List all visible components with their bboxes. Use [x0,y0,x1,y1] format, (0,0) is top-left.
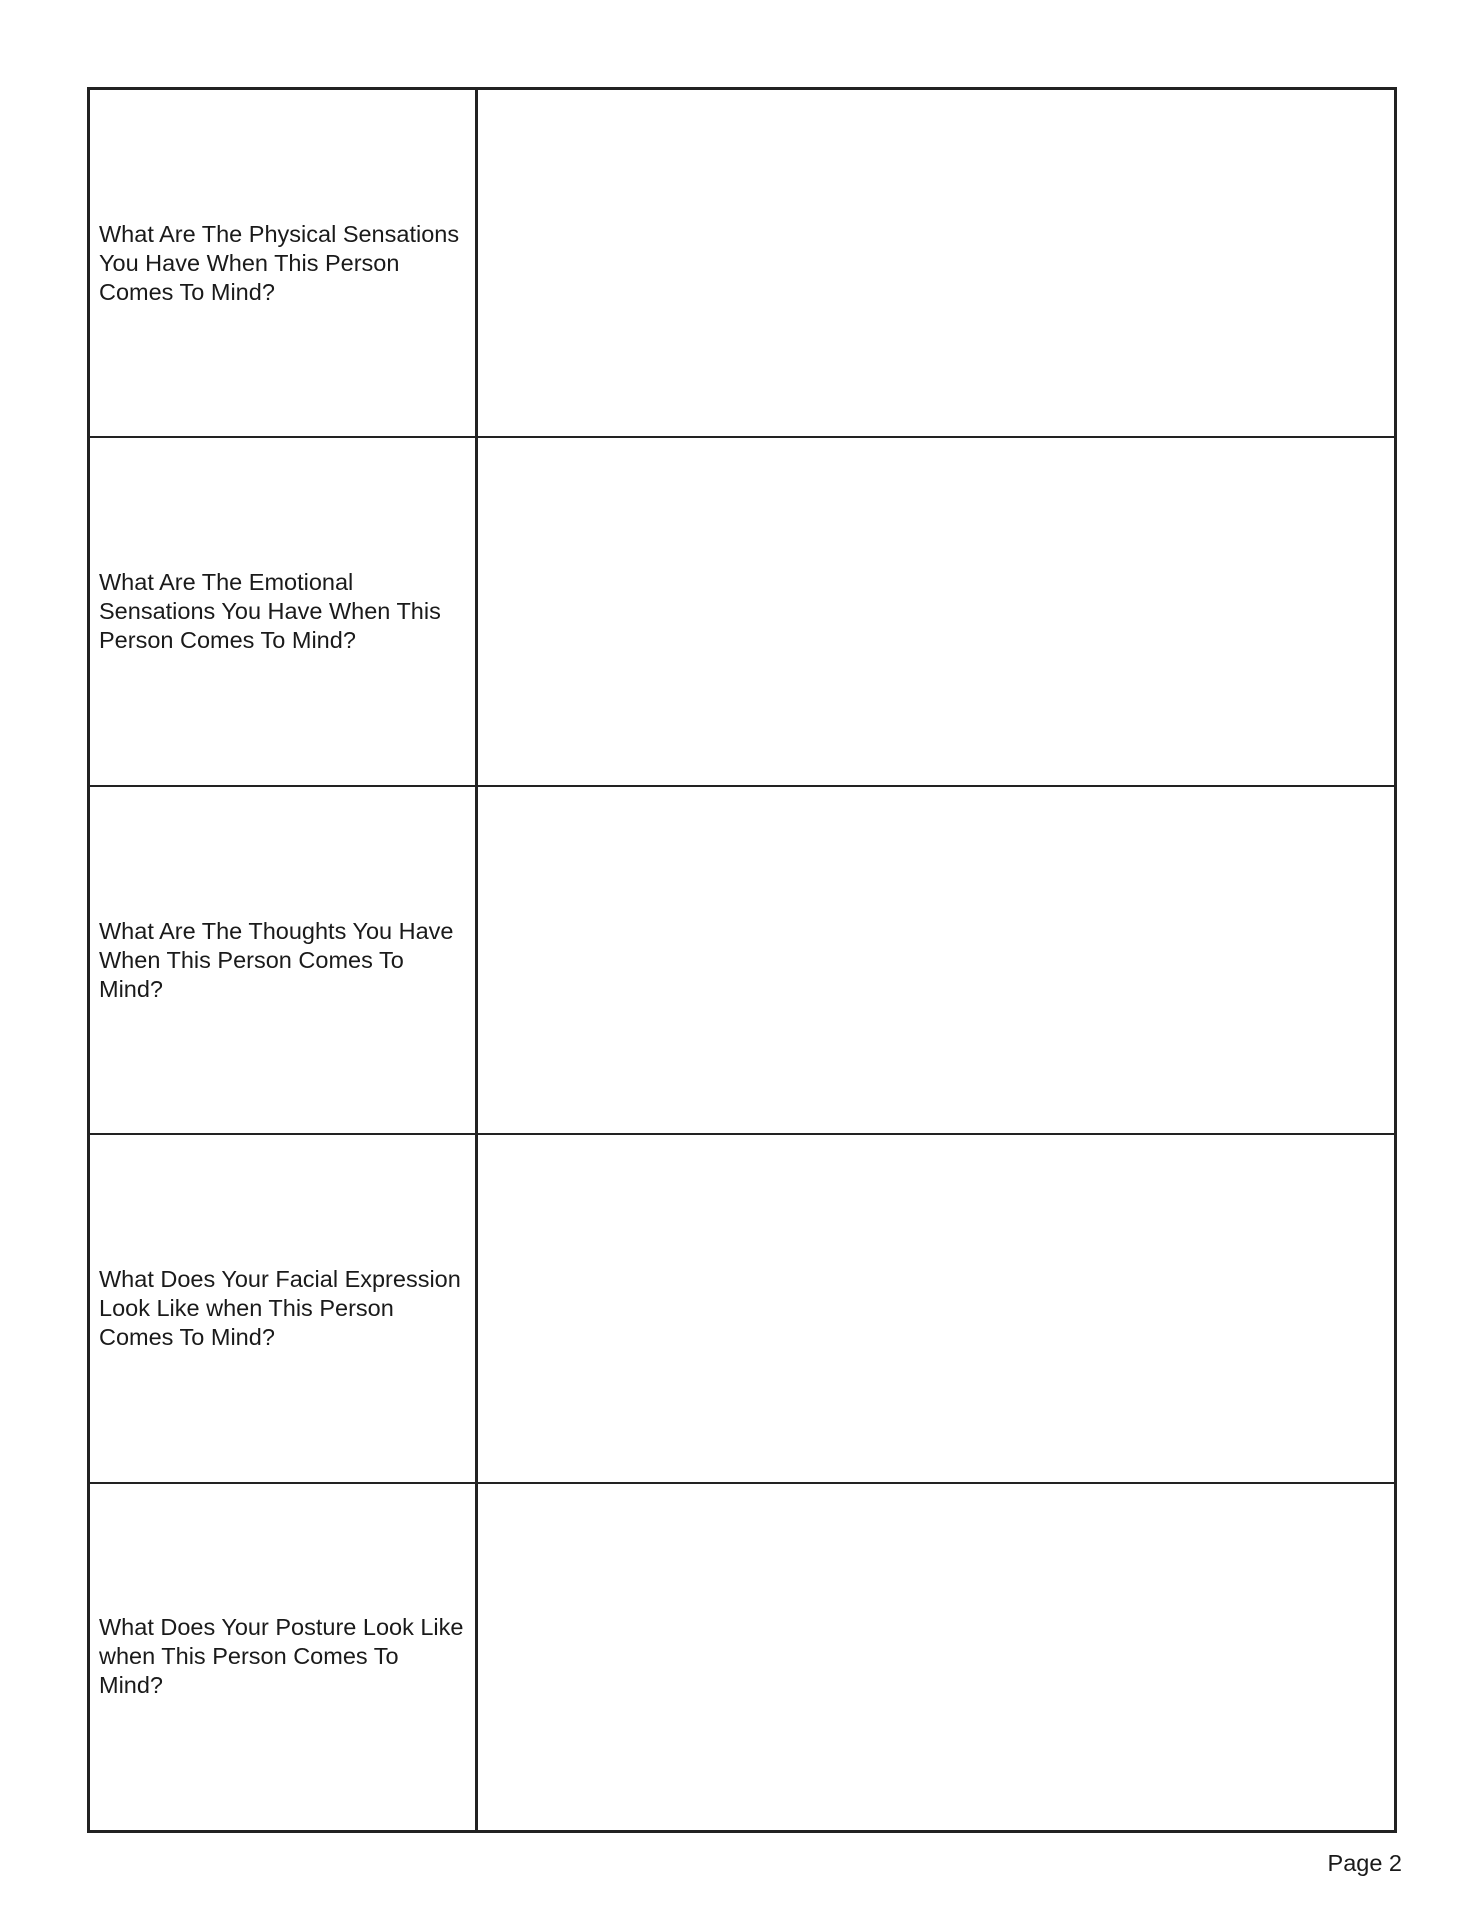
answer-cell-physical-sensations[interactable] [478,90,1394,436]
prompt-cell [90,90,478,436]
worksheet-table [87,87,1397,1833]
answer-cell-thoughts[interactable] [478,787,1394,1133]
table-row [90,1135,1394,1483]
table-row [90,438,1394,786]
prompt-thoughts: What Are The Thoughts You Have When This Person Comes To Mind? [99,917,454,1002]
table-row [90,1484,1394,1830]
prompt-cell [90,787,478,1133]
prompt-cell [90,1484,478,1830]
answer-cell-posture[interactable] [478,1484,1394,1830]
prompt-cell [90,438,478,784]
prompt-physical-sensations: What Are The Physical Sensations You Have When This Person Comes To Mind? [99,220,460,305]
table-row [90,90,1394,438]
table-row [90,787,1394,1135]
prompt-posture: What Does Your Posture Look Like when This Person Comes To Mind? [99,1614,464,1699]
page-number: Page 2 [1327,1850,1402,1876]
prompt-emotional-sensations: What Are The Emotional Sensations You Have When This Person Comes To Mind? [99,569,441,654]
answer-cell-facial-expression[interactable] [478,1135,1394,1481]
prompt-facial-expression: What Does Your Facial Expression Look Like when This Person Comes To Mind? [99,1265,461,1350]
answer-cell-emotional-sensations[interactable] [478,438,1394,784]
prompt-cell [90,1135,478,1481]
